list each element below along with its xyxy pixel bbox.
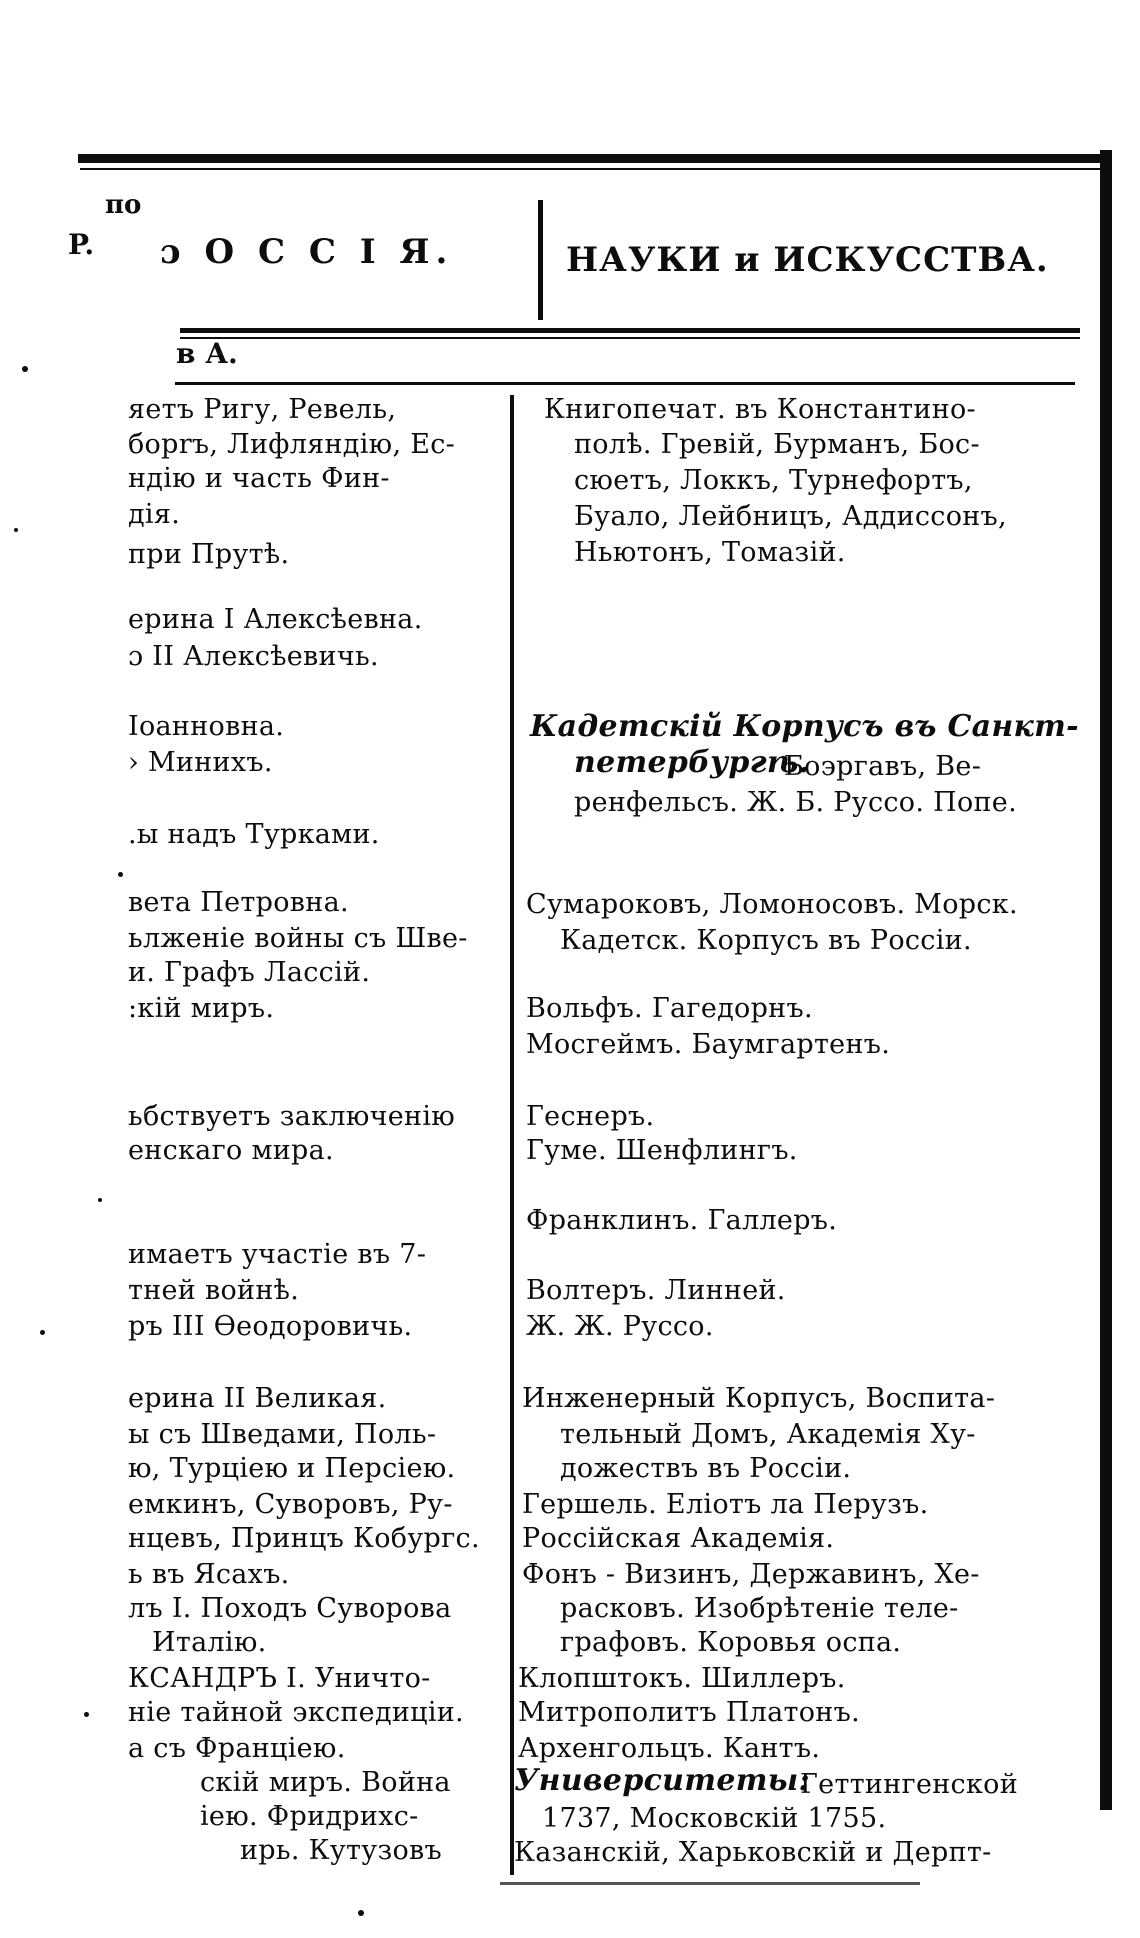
right-line: Инженерный Корпусъ, Воспита-: [522, 1383, 996, 1414]
right-line: расковъ. Изобрѣтеніе теле-: [560, 1593, 959, 1624]
right-page-edge: [1100, 150, 1112, 1810]
left-line: имаетъ участіе въ 7-: [128, 1239, 427, 1270]
right-line: Клопштокъ. Шиллеръ.: [518, 1663, 846, 1694]
right-line: петербургѣ.: [574, 745, 810, 780]
left-line: іею. Фридрихс-: [200, 1801, 419, 1832]
left-line: а съ Франціею.: [128, 1733, 346, 1764]
left-line: ръ III Ѳеодоровичь.: [128, 1311, 413, 1342]
right-line: Гершель. Еліотъ ла Перузъ.: [522, 1489, 929, 1520]
right-line: Книгопечат. въ Константино-: [544, 394, 976, 425]
header-bottom-rule-thin: [180, 337, 1080, 339]
right-line: Кадетск. Корпусъ въ Россіи.: [560, 925, 972, 956]
left-line: .ы надъ Турками.: [128, 819, 380, 850]
page-prefix: P.: [68, 228, 95, 261]
right-line: 1737, Московскій 1755.: [542, 1803, 887, 1834]
scan-speck: [358, 1910, 364, 1916]
left-line: ирь. Кутузовъ: [240, 1835, 443, 1866]
left-line: Италію.: [152, 1627, 267, 1658]
right-line: полѣ. Гревій, Бурманъ, Бос-: [574, 429, 980, 460]
right-line: Митрополитъ Платонъ.: [518, 1697, 860, 1728]
left-line: › Минихъ.: [128, 747, 273, 778]
right-line: Казанскій, Харьковскій и Дерпт-: [514, 1837, 992, 1868]
right-line: Университеты:: [514, 1763, 810, 1798]
sub-heading: в А.: [176, 337, 238, 370]
left-line: ьбствуетъ заключенію: [128, 1101, 456, 1132]
left-line: ɔ II Алексѣевичь.: [128, 641, 379, 672]
column-divider: [510, 395, 514, 1875]
right-line: Ж. Ж. Руссо.: [526, 1311, 714, 1342]
left-line: емкинъ, Суворовъ, Ру-: [128, 1489, 453, 1520]
scan-speck: [22, 366, 28, 372]
scan-speck: [98, 1198, 102, 1202]
right-line: Кадетскій Корпусъ въ Санкт-: [530, 709, 1079, 744]
right-line: Гуме. Шенфлингъ.: [526, 1135, 798, 1166]
left-line: Іоанновна.: [128, 711, 285, 742]
right-line: сюетъ, Локкъ, Турнефортъ,: [574, 465, 973, 496]
left-line: борrъ, Лифляндію, Ес-: [128, 429, 456, 460]
top-thin-rule: [80, 168, 1100, 170]
right-line: графовъ. Коровья оспа.: [560, 1627, 902, 1658]
left-line: при Прутѣ.: [128, 539, 290, 570]
top-mark: по: [105, 190, 142, 220]
left-line: КСАНДРЪ I. Уничто-: [128, 1663, 431, 1694]
right-line: Россійская Академія.: [522, 1523, 835, 1554]
left-line: ніе тайной экспедиціи.: [128, 1697, 464, 1728]
left-line: вета Петровна.: [128, 887, 349, 918]
right-line: Буало, Лейбницъ, Аддиссонъ,: [574, 501, 1007, 532]
left-line: ю, Турціею и Персіею.: [128, 1453, 456, 1484]
top-thick-rule: [78, 154, 1100, 163]
header-bottom-rule: [180, 328, 1080, 333]
left-line: ндію и часть Фин-: [128, 463, 390, 494]
left-line: и. Графъ Лассій.: [128, 957, 371, 988]
left-line: лъ I. Походъ Суворова: [128, 1593, 452, 1624]
column-rule-top: [175, 382, 1075, 385]
left-line: ерина II Великая.: [128, 1383, 387, 1414]
right-column-title: НАУКИ и ИСКУССТВА.: [566, 240, 1049, 280]
right-line: Архенгольцъ. Кантъ.: [518, 1733, 821, 1764]
scan-speck: [84, 1712, 89, 1717]
scan-speck: [14, 528, 18, 532]
left-line: ы съ Шведами, Поль-: [128, 1419, 437, 1450]
right-line: дожествъ въ Россіи.: [560, 1453, 852, 1484]
bottom-smudge: [500, 1882, 920, 1885]
header-divider: [538, 200, 543, 320]
left-column-title: ɔ О С С І Я.: [160, 232, 454, 272]
scan-speck: [118, 872, 123, 877]
right-line: ренфельсъ. Ж. Б. Руссо. Попе.: [574, 787, 1017, 818]
right-line: Геснеръ.: [526, 1101, 655, 1132]
scan-speck: [40, 1330, 45, 1335]
right-line: тельный Домъ, Академія Ху-: [560, 1419, 976, 1450]
right-line: Мосгеймъ. Баумгартенъ.: [526, 1029, 891, 1060]
right-line: Вольфъ. Гагедорнъ.: [526, 993, 813, 1024]
right-line: Волтеръ. Линней.: [526, 1275, 786, 1306]
left-line: ерина I Алексѣевна.: [128, 604, 423, 635]
left-line: дія.: [128, 499, 181, 530]
left-line: тней войнѣ.: [128, 1275, 300, 1306]
right-line: Ньютонъ, Томазій.: [574, 537, 846, 568]
right-line: Франклинъ. Галлеръ.: [526, 1205, 838, 1236]
left-line: нцевъ, Принцъ Кобургс.: [128, 1523, 480, 1554]
left-line: енскаго мира.: [128, 1135, 334, 1166]
left-line: ь въ Ясахъ.: [128, 1559, 290, 1590]
right-line: Геттингенской: [800, 1769, 1018, 1800]
left-line: :кій миръ.: [128, 993, 275, 1024]
right-line: Фонъ - Визинъ, Державинъ, Хе-: [522, 1559, 980, 1590]
left-line: скій миръ. Война: [200, 1767, 451, 1798]
left-line: яетъ Ригу, Ревель,: [128, 394, 397, 425]
right-line: Боэргавъ, Ве-: [784, 751, 982, 782]
left-line: ьлженіе войны съ Шве-: [128, 923, 468, 954]
right-line: Сумароковъ, Ломоносовъ. Морск.: [526, 889, 1018, 920]
